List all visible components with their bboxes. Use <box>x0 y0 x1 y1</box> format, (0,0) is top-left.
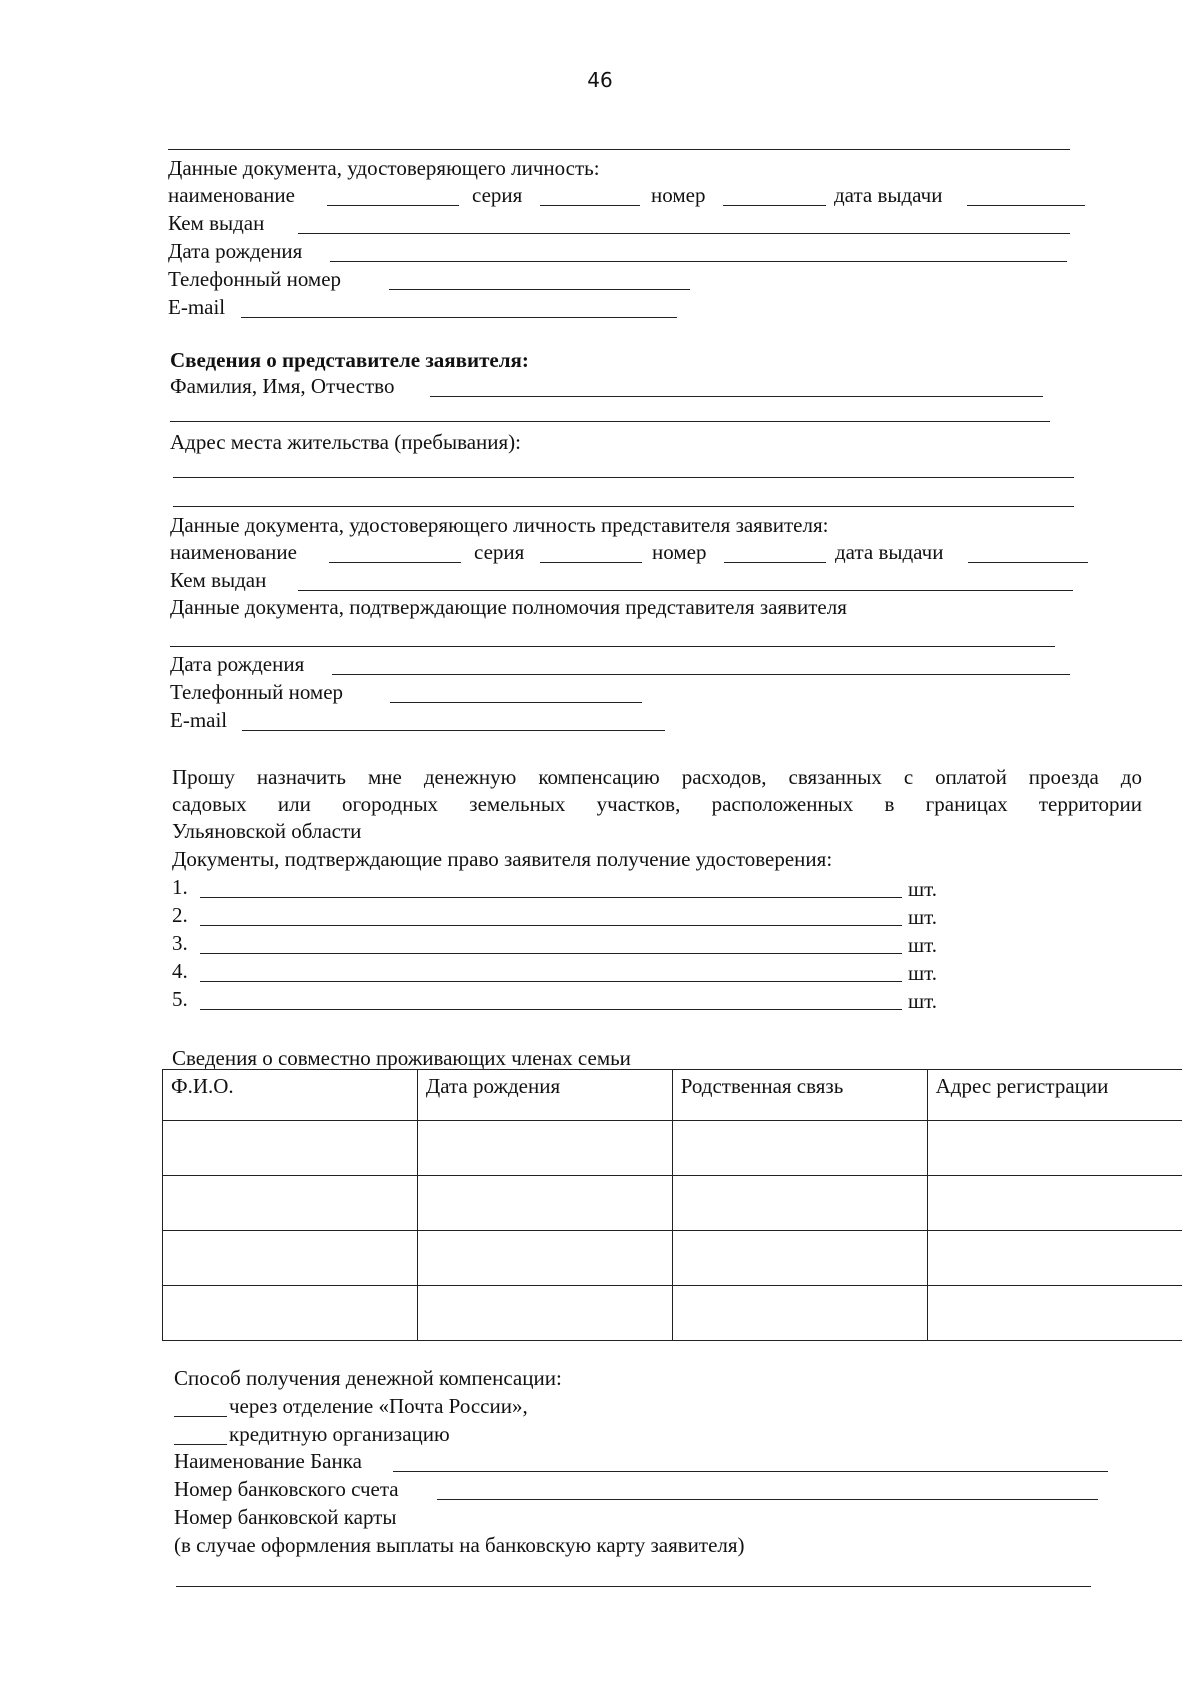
doc-item-field[interactable] <box>200 981 902 982</box>
table-row <box>163 1176 1183 1231</box>
representative-doc-name-field[interactable] <box>329 562 461 563</box>
table-cell[interactable] <box>417 1121 672 1176</box>
request-line-3: Ульяновской области <box>172 819 362 843</box>
representative-fio-field-2[interactable] <box>170 421 1050 422</box>
request-line-2: садовых или огородных земельных участков, расположенных в границах территории <box>172 792 1142 816</box>
applicant-doc-name-field[interactable] <box>327 205 459 206</box>
table-cell[interactable] <box>927 1286 1182 1341</box>
representative-doc-series-field[interactable] <box>540 562 642 563</box>
applicant-email-label: E-mail <box>168 295 226 319</box>
bank-account-label: Номер банковского счета <box>174 1477 399 1501</box>
table-cell[interactable] <box>163 1176 418 1231</box>
doc-item-unit: шт. <box>908 933 938 957</box>
credit-option-checkbox[interactable] <box>174 1444 227 1445</box>
representative-fio-label: Фамилия, Имя, Отчество <box>170 374 395 398</box>
applicant-email-field[interactable] <box>241 317 677 318</box>
applicant-birth-date-label: Дата рождения <box>168 239 303 263</box>
applicant-doc-issue-date-field[interactable] <box>967 205 1085 206</box>
family-table <box>162 1069 1182 1341</box>
table-cell[interactable] <box>163 1121 418 1176</box>
table-cell[interactable] <box>672 1121 927 1176</box>
representative-birth-date-label: Дата рождения <box>170 652 305 676</box>
bank-card-field[interactable] <box>176 1586 1091 1587</box>
applicant-doc-number-field[interactable] <box>723 205 826 206</box>
header-fio: Ф.И.О. <box>163 1070 418 1121</box>
representative-email-label: E-mail <box>170 708 228 732</box>
request-line-1: Прошу назначить мне денежную компенсацию расходов, связанных с оплатой проезда до <box>172 765 1142 789</box>
applicant-doc-series-label: серия <box>472 183 523 207</box>
representative-phone-label: Телефонный номер <box>170 680 344 704</box>
representative-doc-title: Данные документа, удостоверяющего личность представителя заявителя: <box>170 513 829 537</box>
post-option-label: через отделение «Почта России», <box>229 1394 528 1418</box>
representative-heading: Сведения о представителе заявителя: <box>170 348 529 372</box>
applicant-top-blank[interactable] <box>168 149 1070 150</box>
doc-item-field[interactable] <box>200 953 902 954</box>
doc-item-number: 5. <box>172 987 188 1011</box>
representative-doc-number-label: номер <box>652 540 707 564</box>
applicant-issued-by-field[interactable] <box>298 233 1070 234</box>
doc-item-number: 3. <box>172 931 188 955</box>
applicant-doc-issue-date-label: дата выдачи <box>834 183 943 207</box>
representative-doc-issue-date-field[interactable] <box>968 562 1088 563</box>
representative-phone-field[interactable] <box>390 702 642 703</box>
doc-item-number: 4. <box>172 959 188 983</box>
representative-issued-by-label: Кем выдан <box>170 568 267 592</box>
table-row <box>163 1121 1183 1176</box>
representative-address-field-2[interactable] <box>173 506 1074 507</box>
payment-title: Способ получения денежной компенсации: <box>174 1366 562 1390</box>
bank-name-label: Наименование Банка <box>174 1449 362 1473</box>
table-header-row <box>163 1070 1183 1121</box>
table-cell[interactable] <box>163 1231 418 1286</box>
applicant-issued-by-label: Кем выдан <box>168 211 265 235</box>
bank-card-note: (в случае оформления выплаты на банковскую карту заявителя) <box>174 1533 745 1557</box>
header-birth-date: Дата рождения <box>417 1070 672 1121</box>
representative-authority-field[interactable] <box>170 646 1055 647</box>
representative-authority-label: Данные документа, подтверждающие полномочия представителя заявителя <box>170 595 847 619</box>
doc-item-field[interactable] <box>200 1009 902 1010</box>
doc-item-field[interactable] <box>200 897 902 898</box>
applicant-phone-field[interactable] <box>389 289 690 290</box>
applicant-doc-series-field[interactable] <box>540 205 640 206</box>
representative-address-label: Адрес места жительства (пребывания): <box>170 430 522 454</box>
doc-item-number: 1. <box>172 875 188 899</box>
representative-doc-name-label: наименование <box>170 540 297 564</box>
representative-birth-date-field[interactable] <box>332 674 1070 675</box>
table-cell[interactable] <box>927 1176 1182 1231</box>
table-cell[interactable] <box>163 1286 418 1341</box>
applicant-doc-name-label: наименование <box>168 183 295 207</box>
representative-issued-by-field[interactable] <box>298 590 1073 591</box>
table-row <box>163 1231 1183 1286</box>
table-cell[interactable] <box>417 1286 672 1341</box>
bank-card-label: Номер банковской карты <box>174 1505 397 1529</box>
doc-item-unit: шт. <box>908 961 938 985</box>
applicant-phone-label: Телефонный номер <box>168 267 342 291</box>
family-table-title: Сведения о совместно проживающих членах семьи <box>172 1046 631 1070</box>
page-number: 46 <box>587 68 613 92</box>
doc-item-unit: шт. <box>908 989 938 1013</box>
representative-doc-number-field[interactable] <box>724 562 826 563</box>
bank-account-field[interactable] <box>437 1499 1098 1500</box>
doc-item-unit: шт. <box>908 905 938 929</box>
representative-email-field[interactable] <box>242 730 665 731</box>
doc-item-number: 2. <box>172 903 188 927</box>
applicant-birth-date-field[interactable] <box>330 261 1067 262</box>
table-cell[interactable] <box>417 1231 672 1286</box>
table-cell[interactable] <box>672 1176 927 1231</box>
representative-doc-series-label: серия <box>474 540 525 564</box>
doc-item-unit: шт. <box>908 877 938 901</box>
table-cell[interactable] <box>417 1176 672 1231</box>
post-option-checkbox[interactable] <box>174 1416 227 1417</box>
credit-option-label: кредитную организацию <box>229 1422 450 1446</box>
doc-item-field[interactable] <box>200 925 902 926</box>
representative-address-field-1[interactable] <box>173 477 1074 478</box>
header-address: Адрес регистрации <box>927 1070 1182 1121</box>
header-relation: Родственная связь <box>672 1070 927 1121</box>
applicant-doc-title: Данные документа, удостоверяющего личность: <box>168 156 600 180</box>
representative-doc-issue-date-label: дата выдачи <box>835 540 944 564</box>
bank-name-field[interactable] <box>393 1471 1108 1472</box>
table-cell[interactable] <box>927 1121 1182 1176</box>
table-cell[interactable] <box>927 1231 1182 1286</box>
representative-fio-field[interactable] <box>430 396 1043 397</box>
applicant-doc-number-label: номер <box>651 183 706 207</box>
table-row <box>163 1286 1183 1341</box>
table-cell[interactable] <box>672 1231 927 1286</box>
table-cell[interactable] <box>672 1286 927 1341</box>
documents-title: Документы, подтверждающие право заявителя получение удостоверения: <box>172 847 833 871</box>
